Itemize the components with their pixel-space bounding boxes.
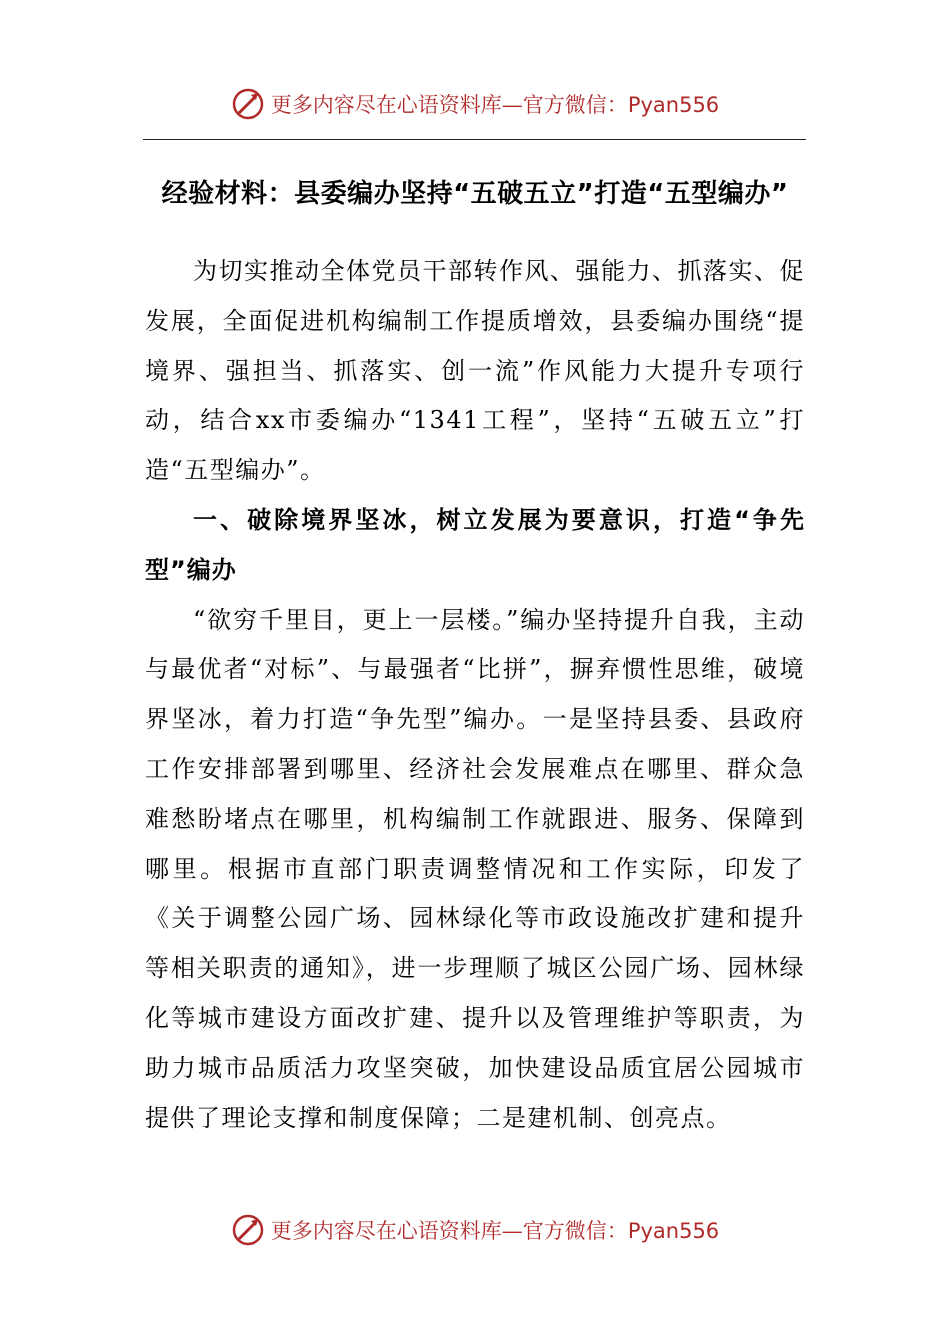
pen-circle-logo-icon [231,1213,265,1247]
header-divider [143,139,806,140]
document-body [145,247,805,1143]
wechat-id: Pyan556 [627,1219,720,1243]
footer-watermark [0,1210,950,1250]
wechat-id: Pyan556 [627,93,720,117]
pen-circle-logo-icon [231,87,265,121]
paragraph-intro: 为切实推动全体党员干部转作风、强能力、抓落实、促发展，全面促进机构编制工作提质增效，县委编办围绕“提境界、强担当、抓落实、创一流”作风能力大提升专项行动，结合xx市委编办“1341工程”，坚持“五破五立”打造“五型编办”。 [145,257,805,485]
section-heading-1: 一、破除境界坚冰，树立发展为要意识，打造“争先型”编办 [145,505,805,584]
paragraph-section-1: “欲穷千里目，更上一层楼。”编办坚持提升自我，主动与最优者“对标”、与最强者“比拼”，摒弃惯性思维，破境界坚冰，着力打造“争先型”编办。一是坚持县委、县政府工作安排部署到哪里、经济社会发展难点在哪里、群众急难愁盼堵点在哪里，机构编制工作就跟进、服务、保障到哪里。根据市直部门职责调整情况和工作实际，印发了《关于调整公园广场、园林绿化等市政设施改扩建和提升等相关职责的通知》，进一步理顺了城区公园广场、园林绿化等城市建设方面改扩建、提升以及管理维护等职责，为助力城市品质活力攻坚突破，加快建设品质宜居公园城市提供了理论支撑和制度保障；二是建机制、创亮点。 [145,605,805,1132]
watermark-text: 更多内容尽在心语资料库—官方微信：Pyan556 [270,93,720,117]
watermark-text: 更多内容尽在心语资料库—官方微信：Pyan556 [270,1219,720,1243]
document-title: 经验材料：县委编办坚持“五破五立”打造“五型编办” [161,179,789,209]
header-watermark [0,84,950,124]
